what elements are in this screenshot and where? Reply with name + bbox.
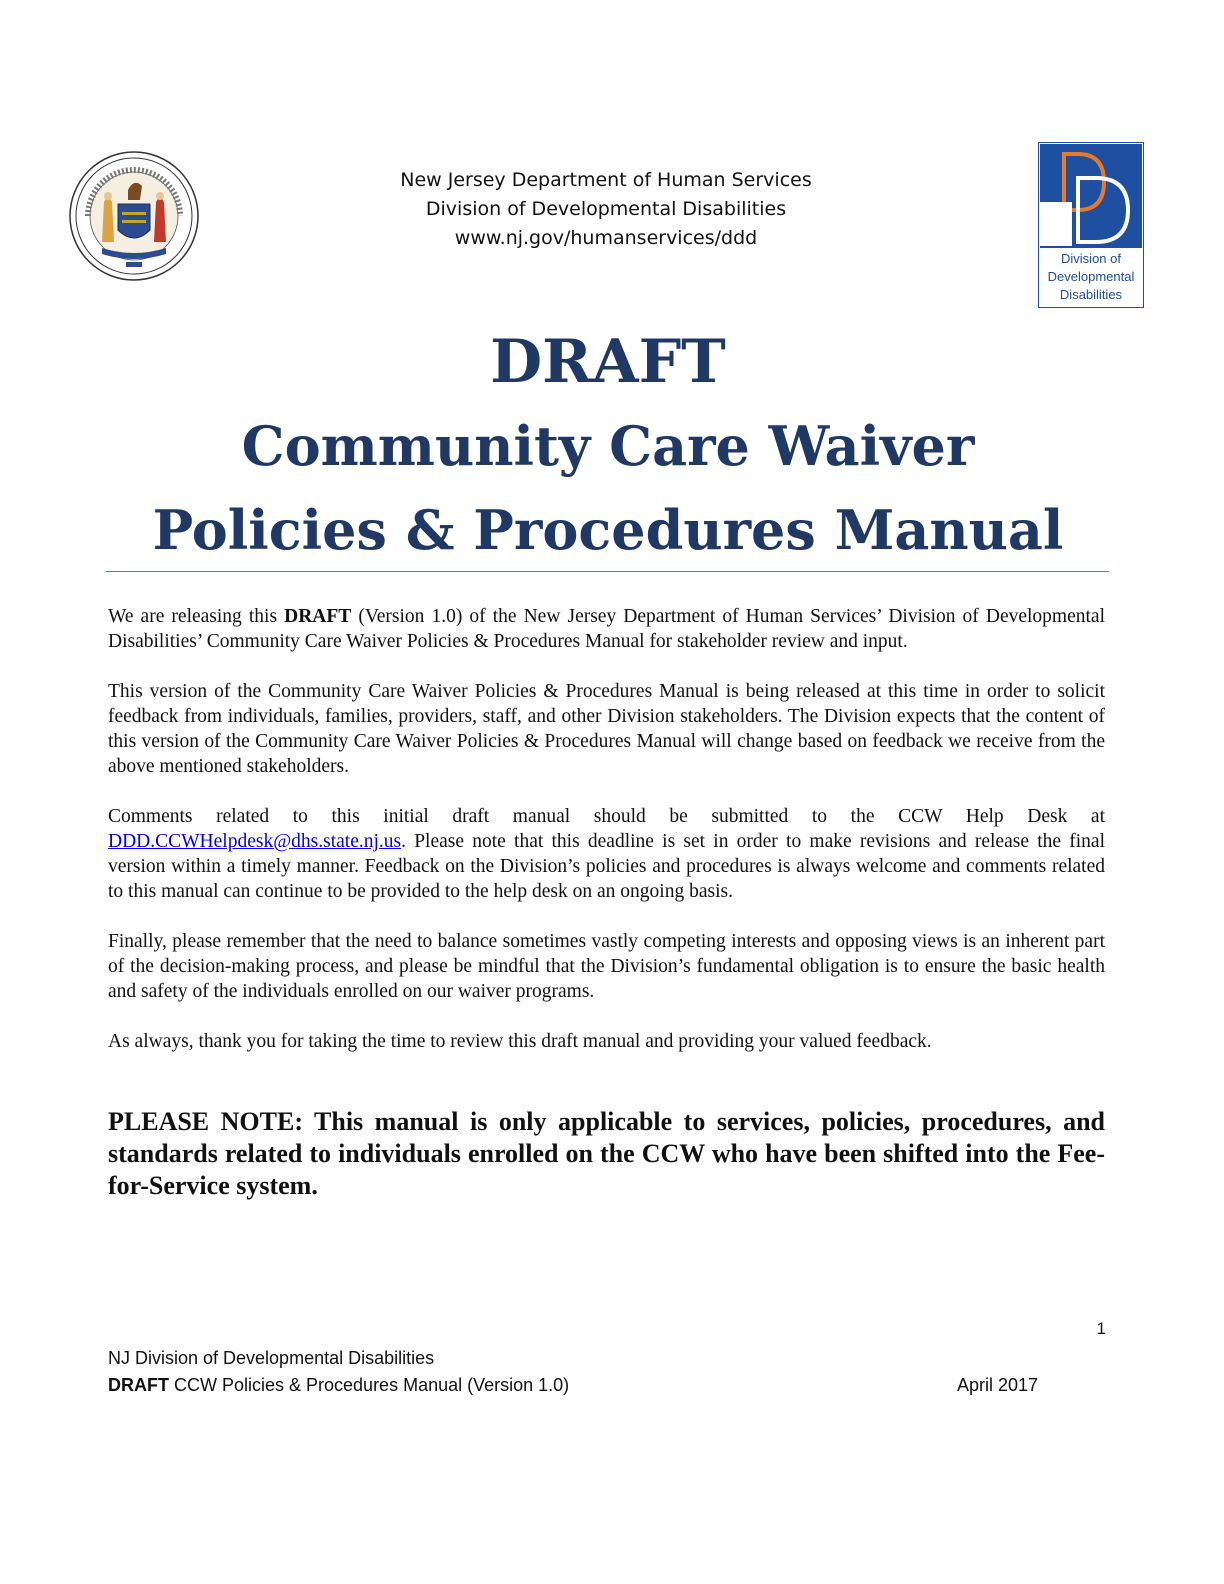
header-url[interactable]: www.nj.gov/humanservices/ddd <box>454 227 758 249</box>
paragraph-4: Finally, please remember that the need to balance sometimes vastly competing interests and opposing views is an inherent part of the decision-making process, and please be mindful that the Division’s fundamental obligation is to ensure the basic health and safety of the individuals enrolled on our waiver programs. <box>108 931 1105 1002</box>
page-number: 1 <box>1096 1319 1106 1338</box>
title-divider <box>106 571 1109 572</box>
helpdesk-email-link[interactable]: DDD.CCWHelpdesk@dhs.state.nj.us <box>108 831 402 852</box>
paragraph-2: This version of the Community Care Waiver Policies & Procedures Manual is being released at this time in order to solicit feedback from individuals, families, providers, staff, and other Division stakeholders. The Division expects that the content of this version of the Community Care Waiver Policies & Procedures Manual will change based on feedback we receive from the above mentioned stakeholders. <box>108 681 1105 777</box>
logo-text-line3: Disabilities <box>1059 287 1123 302</box>
paragraph-1: We are releasing this DRAFT (Version 1.0) of the New Jersey Department of Human Services’ Division of Developmental Disabilities’ Community Care Waiver Policies & Procedures Manual for stakeholder review and input. <box>108 606 1105 652</box>
please-note: PLEASE NOTE: This manual is only applicable to services, policies, procedures, and standards related to individuals enrolled on the CCW who have been shifted into the Fee-for-Service system. <box>108 1107 1105 1200</box>
title-draft: DRAFT <box>490 327 726 397</box>
title-line-2: Policies & Procedures Manual <box>152 498 1064 562</box>
nj-state-seal <box>68 150 200 282</box>
footer-line-2 <box>108 1372 1038 1399</box>
paragraph-5: As always, thank you for taking the time to review this draft manual and providing your valued feedback. <box>108 1031 932 1052</box>
page-footer <box>108 1345 1038 1399</box>
footer-draft: DRAFT <box>108 1375 169 1395</box>
header-department: New Jersey Department of Human Services <box>400 169 812 191</box>
draft-emphasis: DRAFT <box>284 606 352 627</box>
footer-title: CCW Policies & Procedures Manual (Version 1.0) <box>169 1375 570 1395</box>
title-block <box>60 320 1156 572</box>
logo-text-line1: Division of <box>1061 251 1121 266</box>
title-line-1: Community Care Waiver <box>241 414 975 478</box>
header-division: Division of Developmental Disabilities <box>425 198 787 220</box>
paragraph-3: Comments related to this initial draft manual should be submitted to the CCW Help Desk at DDD.CCWHelpdesk@dhs.state.nj.us. Please note that this deadline is set in order to make revisions and release the final version within a timely manner. Feedback on the Division’s policies and procedures is always welcome and comments related to this manual can continue to be provided to the help desk on an ongoing basis. <box>108 806 1105 902</box>
footer-line-1: NJ Division of Developmental Disabilities <box>108 1348 435 1368</box>
body-text <box>108 604 1105 1079</box>
ddd-logo-text <box>1038 250 1144 304</box>
logo-text-line2: Developmental <box>1047 269 1135 284</box>
footer-date: April 2017 <box>956 1375 1038 1395</box>
document-header <box>300 166 912 253</box>
